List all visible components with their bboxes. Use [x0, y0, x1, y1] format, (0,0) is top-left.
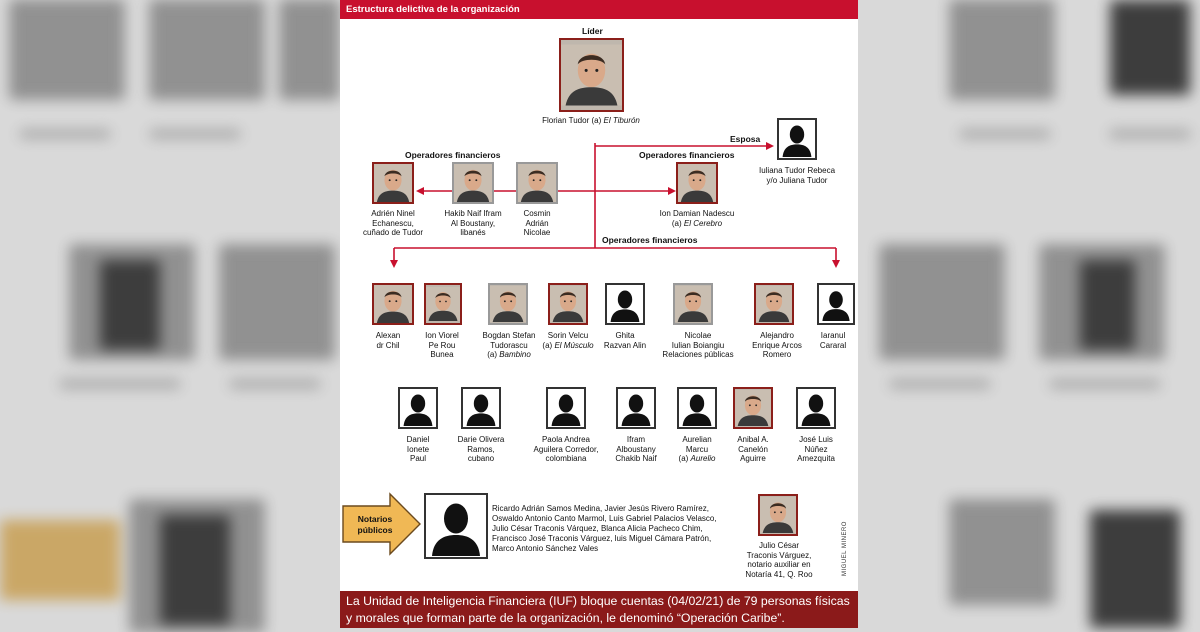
- alias-prefix: (a): [487, 350, 497, 359]
- person-label-line: notario auxiliar en: [747, 560, 811, 569]
- person-photo: [516, 162, 558, 204]
- person-label-line: Alejandro: [760, 331, 794, 340]
- alias-text: El Cerebro: [683, 218, 723, 228]
- person-silhouette-icon: [548, 389, 584, 427]
- person-photo: [452, 162, 494, 204]
- person-silhouette-icon: [779, 120, 815, 158]
- person-photo: [616, 387, 656, 429]
- person-label-line: Echanescu,: [372, 218, 414, 228]
- wife-section-label: Esposa: [730, 134, 761, 144]
- person-silhouette-icon: [607, 285, 643, 323]
- person-label-line: libanés: [460, 228, 486, 237]
- person-label-line: Paola Andrea: [541, 435, 591, 444]
- person-label-line: Nicolae: [523, 228, 551, 237]
- alias-prefix: (a): [678, 454, 689, 463]
- person-label-line: Al Boustany,: [450, 218, 496, 228]
- person-label-line: dr Chil: [376, 340, 400, 350]
- person-label-line: Ionete: [406, 444, 430, 454]
- person-label-line: Darie Olivera: [457, 435, 505, 444]
- person-label: [723, 435, 783, 464]
- person-label-line: Relaciones públicas: [662, 350, 734, 359]
- person-label-line: Tudorascu: [490, 340, 528, 350]
- leader-section-label: Líder: [582, 26, 603, 36]
- person-label: [658, 331, 738, 360]
- alias-prefix: (a): [542, 340, 553, 350]
- person-label-line: Enrique Arcos: [752, 340, 802, 350]
- person-label-line: Adrién Ninel: [371, 209, 415, 218]
- person-label-line: Adrián: [525, 218, 549, 228]
- person-silhouette-icon: [819, 285, 853, 323]
- leader-alias: El Tiburón: [603, 116, 640, 125]
- notaries-label-line: públicos: [357, 525, 393, 535]
- person-label: [358, 331, 418, 350]
- notaries-list-line: Ricardo Adrián Samos Medina, Javier Jesús Rivero Ramírez,: [492, 504, 709, 513]
- person-label: [507, 209, 567, 238]
- person-label-line: Romero: [762, 350, 792, 359]
- person-label-line: Ion Viorel: [425, 331, 459, 340]
- person-label: [353, 209, 433, 238]
- notaries-photo: [424, 493, 488, 559]
- person-photo-icon: [426, 285, 460, 323]
- alias-text: El Músculo: [554, 340, 594, 350]
- person-label-line: Ramos,: [467, 444, 495, 454]
- person-photo: [398, 387, 438, 429]
- infographic-panel: [340, 0, 858, 628]
- person-label: [742, 331, 812, 360]
- fin-left-section-label: Operadores financieros: [405, 150, 501, 160]
- person-label-line: Bogdan Stefan: [482, 331, 536, 340]
- person-photo: [754, 283, 794, 325]
- person-label: [642, 209, 752, 228]
- person-label-line: Paul: [409, 454, 426, 463]
- person-label: [667, 435, 727, 464]
- person-label-line: colombiana: [545, 454, 587, 463]
- person-photo-icon: [675, 285, 711, 323]
- person-silhouette-icon: [798, 389, 834, 427]
- person-photo: [488, 283, 528, 325]
- alias-text: Bambino: [499, 350, 531, 359]
- person-label-line: Anibal A.: [737, 435, 769, 444]
- wife-name-line: Iuliana Tudor Rebeca: [758, 166, 836, 175]
- person-label-line: [642, 219, 752, 229]
- person-label-line: Iaranul: [820, 331, 846, 340]
- person-label-line: Daniel: [406, 435, 430, 444]
- person-label-line: Ghita: [615, 331, 635, 340]
- person-photo-icon: [561, 40, 622, 110]
- alias-prefix: (a): [671, 218, 682, 228]
- person-label-line: Canelón: [738, 444, 768, 454]
- person-silhouette-icon: [618, 389, 654, 427]
- person-label: [595, 331, 655, 350]
- person-photo: [461, 387, 501, 429]
- person-photo-icon: [550, 285, 586, 323]
- person-silhouette-icon: [426, 495, 486, 557]
- person-label: [810, 331, 856, 350]
- person-label-line: Núñez: [804, 444, 828, 454]
- person-label: [521, 435, 611, 464]
- person-label-line: Cosmin: [523, 209, 551, 218]
- person-label-line: Razvan Alin: [603, 340, 647, 350]
- person-photo-icon: [454, 164, 492, 202]
- person-label-line: Ion Damian Nadescu: [659, 209, 735, 218]
- person-label: [413, 331, 471, 360]
- person-photo: [676, 162, 718, 204]
- person-label-line: Alboustany: [616, 444, 656, 454]
- person-label-line: Aguirre: [740, 454, 766, 463]
- footer-line: y morales que forman parte de la organización, le denominó “Operación Caribe”.: [346, 611, 785, 625]
- person-label-line: Alexan: [375, 331, 401, 340]
- footer-caption: [340, 591, 858, 628]
- person-photo: [372, 283, 414, 325]
- person-label-line: José Luis: [799, 435, 833, 444]
- person-label-line: Traconis Várguez,: [746, 550, 812, 560]
- header-title: Estructura delictiva de la organización: [340, 0, 858, 19]
- leader-name: [541, 116, 641, 126]
- person-label-line: Nicolae: [684, 331, 712, 340]
- leader-name-text: Florian Tudor (a): [542, 116, 602, 125]
- person-photo-icon: [374, 285, 412, 323]
- person-photo: [546, 387, 586, 429]
- notaries-list-line: Marco Antonio Sánchez Vales: [492, 544, 599, 553]
- notaries-list-line: Julio César Traconis Várquez, Blanca Alicia Pacheco Chim,: [492, 524, 703, 533]
- person-label-line: Notaría 41, Q. Roo: [745, 569, 813, 579]
- wife-photo: [777, 118, 817, 160]
- person-label-line: cubano: [467, 454, 495, 463]
- person-label-line: Cararal: [819, 340, 847, 350]
- person-photo-icon: [490, 285, 526, 323]
- notaries-label: [346, 514, 404, 536]
- person-silhouette-icon: [463, 389, 499, 427]
- person-label-line: Pe Rou: [428, 340, 456, 350]
- person-label-line: Aguilera Corredor,: [533, 444, 599, 454]
- person-label: [388, 435, 448, 464]
- person-label: [446, 435, 516, 464]
- person-label-line: Julio César: [758, 541, 799, 550]
- person-photo: [372, 162, 414, 204]
- person-photo-icon: [756, 285, 792, 323]
- person-photo: [424, 283, 462, 325]
- fin-bottom-section-label: Operadores financieros: [602, 235, 698, 245]
- person-label: [535, 331, 601, 350]
- person-silhouette-icon: [400, 389, 436, 427]
- person-photo-icon: [735, 389, 771, 427]
- fin-mid-section-label: Operadores financieros: [639, 150, 735, 160]
- person-photo: [796, 387, 836, 429]
- person-photo-icon: [518, 164, 556, 202]
- person-label: [784, 435, 848, 464]
- person-label-line: Hakib Naif Ifram: [444, 209, 502, 218]
- person-label-line: Ifram: [626, 435, 646, 444]
- notaries-list: [492, 504, 717, 554]
- alias-text: Aurelio: [690, 454, 716, 463]
- person-label-line: Marcu: [685, 444, 709, 454]
- wife-name-line: y/o Juliana Tudor: [766, 175, 828, 185]
- photo-credit: MIGUEL MINERO: [842, 521, 848, 576]
- person-photo: [673, 283, 713, 325]
- person-photo-icon: [374, 164, 412, 202]
- leader-photo: [559, 38, 624, 112]
- person-label-line: Chakib Naif: [615, 454, 657, 463]
- person-label-line: Amezquita: [797, 454, 835, 463]
- person-photo: [677, 387, 717, 429]
- notaries-list-line: Oswaldo Antonio Canto Marmol, Luis Gabriel Palacios Velasco,: [492, 514, 717, 523]
- person-label-line: Aurelian: [682, 435, 712, 444]
- person-photo-icon: [760, 496, 796, 534]
- person-label: [733, 541, 825, 579]
- wife-name: [745, 166, 849, 185]
- notaries-label-line: Notarios: [357, 514, 393, 524]
- person-photo: [733, 387, 773, 429]
- person-label-line: Bunea: [430, 350, 454, 359]
- person-label: [606, 435, 666, 464]
- person-photo: [758, 494, 798, 536]
- person-photo-icon: [678, 164, 716, 202]
- footer-line: La Unidad de Inteligencia Financiera (IUF) bloque cuentas (04/02/21) de 79 personas físicas: [346, 594, 850, 608]
- person-photo: [817, 283, 855, 325]
- person-label-line: [535, 341, 601, 351]
- person-photo: [548, 283, 588, 325]
- person-label-line: [667, 454, 727, 464]
- person-label: [433, 209, 513, 238]
- person-photo: [605, 283, 645, 325]
- person-label-line: cuñado de Tudor: [362, 228, 424, 237]
- person-label-line: Iulian Boiangiu: [671, 340, 725, 350]
- person-label-line: [473, 350, 545, 360]
- notaries-list-line: Francisco José Traconis Várguez, luis Miguel Cámara Patrón,: [492, 534, 712, 543]
- person-silhouette-icon: [679, 389, 715, 427]
- person-label-line: Sorin Velcu: [547, 331, 589, 340]
